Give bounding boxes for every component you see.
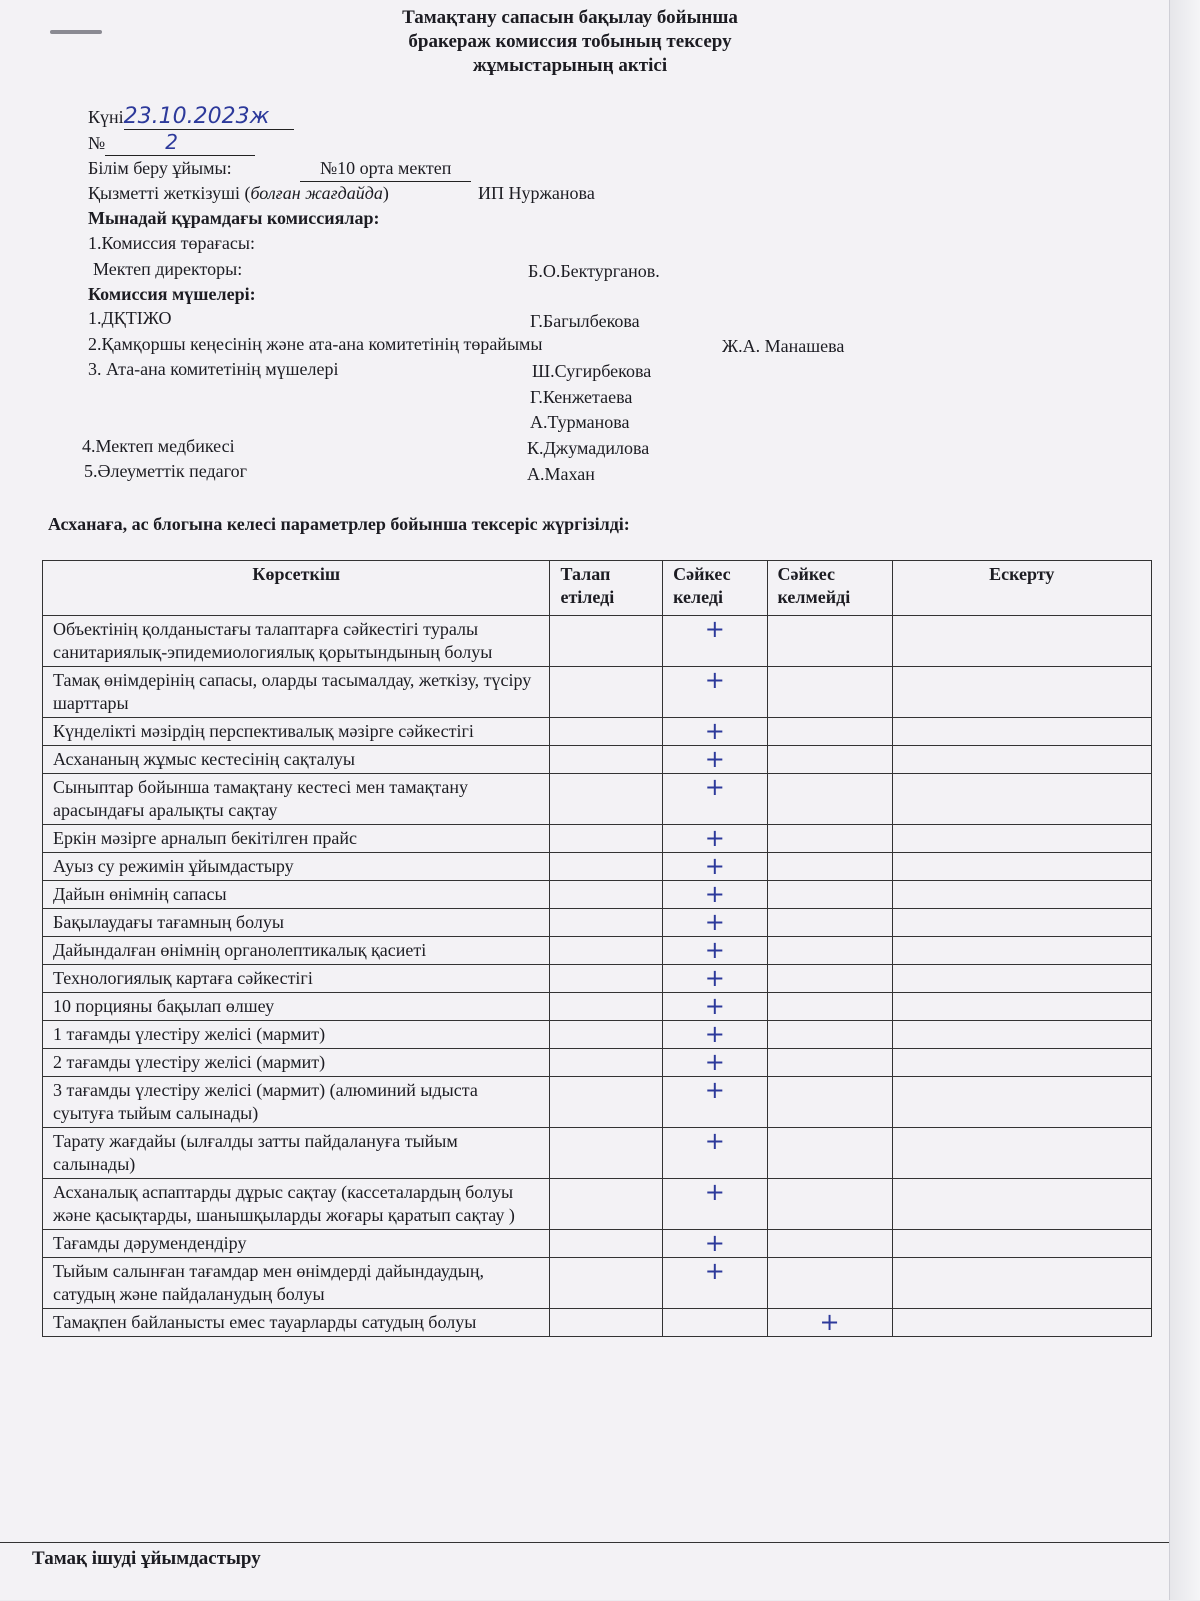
inspection-intro: Асханаға, ас блогына келесі параметрлер бойынша тексеріс жүргізілді: (48, 514, 630, 534)
note-cell (892, 909, 1151, 937)
compliant-cell (663, 1309, 767, 1337)
pen-mark (50, 30, 102, 34)
member-4-label: 4.Мектеп медбикесі (82, 436, 235, 456)
noncompliant-cell (767, 937, 892, 965)
column-header-noncompliant: Сәйкес келмейді (767, 561, 892, 616)
supplier-label: Қызметті жеткізуші (болған жағдайда) (88, 183, 389, 203)
indicator-cell: Күнделікті мәзірдің перспективалық мәзірге сәйкестігі (43, 718, 550, 746)
number-field: № 2 (88, 130, 255, 156)
member-2-label: 2.Қамқоршы кеңесінің және ата-ана комитетінің төрайымы (88, 334, 543, 354)
member-3-name-3: А.Турманова (530, 412, 630, 432)
table-row (43, 909, 1152, 937)
table-row (43, 853, 1152, 881)
noncompliant-cell (767, 1258, 892, 1309)
noncompliant-cell (767, 746, 892, 774)
table-row (43, 746, 1152, 774)
compliant-cell: + (663, 825, 767, 853)
note-cell (892, 937, 1151, 965)
table-row (43, 1179, 1152, 1230)
compliant-cell: + (663, 667, 767, 718)
table-row (43, 993, 1152, 1021)
number-value: 2 (105, 130, 255, 156)
member-3-label: 3. Ата-ана комитетінің мүшелері (88, 359, 339, 379)
noncompliant-cell (767, 881, 892, 909)
column-header-note: Ескерту (892, 561, 1151, 616)
compliant-cell: + (663, 616, 767, 667)
compliant-cell: + (663, 746, 767, 774)
member-5-label: 5.Әлеуметтік педагог (84, 461, 247, 481)
required-cell (550, 1309, 663, 1337)
note-cell (892, 1049, 1151, 1077)
noncompliant-cell (767, 667, 892, 718)
noncompliant-cell (767, 1021, 892, 1049)
note-cell (892, 667, 1151, 718)
column-header-required: Талап етіледі (550, 561, 663, 616)
table-row (43, 937, 1152, 965)
noncompliant-cell (767, 1128, 892, 1179)
noncompliant-cell (767, 909, 892, 937)
noncompliant-cell (767, 1230, 892, 1258)
required-cell (550, 965, 663, 993)
indicator-cell: Еркін мәзірге арналып бекітілген прайс (43, 825, 550, 853)
indicator-cell: Тамақпен байланысты емес тауарларды сатудың болуы (43, 1309, 550, 1337)
indicator-cell: Сыныптар бойынша тамақтану кестесі мен тамақтану арасындағы аралықты сақтау (43, 774, 550, 825)
note-cell (892, 881, 1151, 909)
table-row (43, 1077, 1152, 1128)
member-1-label: 1.ДҚТІЖО (88, 308, 172, 328)
noncompliant-cell (767, 853, 892, 881)
indicator-cell: Дайындалған өнімнің органолептикалық қасиеті (43, 937, 550, 965)
indicator-cell: Дайын өнімнің сапасы (43, 881, 550, 909)
required-cell (550, 853, 663, 881)
compliant-cell: + (663, 909, 767, 937)
note-cell (892, 1309, 1151, 1337)
compliant-cell: + (663, 937, 767, 965)
indicator-cell: Асханалық аспаптарды дұрыс сақтау (кассеталардың болуы және қасықтарды, шанышқыларды жоғары қаратып сақтау ) (43, 1179, 550, 1230)
indicator-cell: Тағамды дәрумендендіру (43, 1230, 550, 1258)
indicator-cell: Технологиялық картаға сәйкестігі (43, 965, 550, 993)
required-cell (550, 1021, 663, 1049)
member-4-name: К.Джумадилова (527, 438, 650, 458)
indicator-cell: Тарату жағдайы (ылғалды затты пайдалануға тыйым салынады) (43, 1128, 550, 1179)
compliant-cell: + (663, 881, 767, 909)
note-cell (892, 993, 1151, 1021)
org-label: Білім беру ұйымы: (88, 158, 232, 178)
required-cell (550, 718, 663, 746)
required-cell (550, 1128, 663, 1179)
inspection-table (42, 560, 1152, 1337)
note-cell (892, 853, 1151, 881)
next-page-edge (1169, 0, 1200, 1600)
table-row (43, 965, 1152, 993)
indicator-cell: Ауыз су режимін ұйымдастыру (43, 853, 550, 881)
note-cell (892, 1258, 1151, 1309)
required-cell (550, 746, 663, 774)
compliant-cell: + (663, 1049, 767, 1077)
table-header-row (43, 561, 1152, 616)
indicator-cell: 3 тағамды үлестіру желісі (мармит) (алюминий ыдыста суытуға тыйым салынады) (43, 1077, 550, 1128)
required-cell (550, 1258, 663, 1309)
table-row (43, 1128, 1152, 1179)
indicator-cell: Объектінің қолданыстағы талаптарға сәйкестігі туралы санитариялық-эпидемиологиялық қорытындының болуы (43, 616, 550, 667)
note-cell (892, 1179, 1151, 1230)
table-row (43, 1309, 1152, 1337)
table-row (43, 774, 1152, 825)
indicator-cell: Тыйым салынған тағамдар мен өнімдерді дайындаудың, сатудың және пайдаланудың болуы (43, 1258, 550, 1309)
table-body (43, 616, 1152, 1337)
noncompliant-cell (767, 993, 892, 1021)
compliant-cell: + (663, 1258, 767, 1309)
section-footer-label: Тамақ ішуді ұйымдастыру (32, 1548, 261, 1569)
required-cell (550, 909, 663, 937)
compliant-cell: + (663, 965, 767, 993)
commission-heading: Мынадай құрамдағы комиссиялар: (88, 208, 380, 228)
table-row (43, 1230, 1152, 1258)
required-cell (550, 1179, 663, 1230)
document-title: Тамақтану сапасын бақылау бойынша бракераж комиссия тобының тексеру жұмыстарының актісі (402, 7, 738, 76)
noncompliant-cell (767, 825, 892, 853)
note-cell (892, 774, 1151, 825)
table-row (43, 1049, 1152, 1077)
indicator-cell: Тамақ өнімдерінің сапасы, оларды тасымалдау, жеткізу, түсіру шарттары (43, 667, 550, 718)
note-cell (892, 718, 1151, 746)
noncompliant-cell (767, 774, 892, 825)
compliant-cell: + (663, 1021, 767, 1049)
date-value: 23.10.2023ж (124, 104, 294, 130)
table-row (43, 881, 1152, 909)
noncompliant-cell (767, 616, 892, 667)
noncompliant-cell (767, 1077, 892, 1128)
indicator-cell: Асхананың жұмыс кестесінің сақталуы (43, 746, 550, 774)
member-3-name-2: Г.Кенжетаева (530, 387, 633, 407)
noncompliant-cell: + (767, 1309, 892, 1337)
table-row (43, 718, 1152, 746)
compliant-cell: + (663, 718, 767, 746)
table-row (43, 825, 1152, 853)
required-cell (550, 993, 663, 1021)
compliant-cell: + (663, 853, 767, 881)
member-2-name: Ж.А. Манашева (722, 336, 845, 356)
note-cell (892, 825, 1151, 853)
table-row (43, 1258, 1152, 1309)
table-row (43, 1021, 1152, 1049)
indicator-cell: Бақылаудағы тағамның болуы (43, 909, 550, 937)
note-cell (892, 1021, 1151, 1049)
director-label: Мектеп директоры: (93, 259, 243, 279)
required-cell (550, 1077, 663, 1128)
required-cell (550, 1230, 663, 1258)
table-row (43, 667, 1152, 718)
org-value: №10 орта мектеп (300, 156, 471, 182)
members-heading: Комиссия мүшелері: (88, 284, 256, 304)
compliant-cell: + (663, 1077, 767, 1128)
compliant-cell: + (663, 1230, 767, 1258)
member-3-name-1: Ш.Сугирбекова (532, 361, 652, 381)
note-cell (892, 1128, 1151, 1179)
required-cell (550, 616, 663, 667)
compliant-cell: + (663, 993, 767, 1021)
chair-label: 1.Комиссия төрағасы: (88, 233, 255, 253)
note-cell (892, 1230, 1151, 1258)
note-cell (892, 965, 1151, 993)
noncompliant-cell (767, 965, 892, 993)
indicator-cell: 1 тағамды үлестіру желісі (мармит) (43, 1021, 550, 1049)
compliant-cell: + (663, 774, 767, 825)
required-cell (550, 774, 663, 825)
note-cell (892, 746, 1151, 774)
member-1-name: Г.Багылбекова (530, 311, 640, 331)
noncompliant-cell (767, 718, 892, 746)
note-cell (892, 616, 1151, 667)
required-cell (550, 937, 663, 965)
required-cell (550, 1049, 663, 1077)
supplier-value: ИП Нуржанова (478, 183, 595, 203)
column-header-compliant: Сәйкес келеді (663, 561, 767, 616)
compliant-cell: + (663, 1179, 767, 1230)
column-header-indicator: Көрсеткіш (43, 561, 550, 616)
compliant-cell: + (663, 1128, 767, 1179)
required-cell (550, 881, 663, 909)
note-cell (892, 1077, 1151, 1128)
noncompliant-cell (767, 1049, 892, 1077)
indicator-cell: 10 порцияны бақылап өлшеу (43, 993, 550, 1021)
noncompliant-cell (767, 1179, 892, 1230)
table-row (43, 616, 1152, 667)
member-5-name: А.Махан (527, 464, 595, 484)
director-name: Б.О.Бектурганов. (528, 261, 660, 281)
required-cell (550, 825, 663, 853)
date-field: Күні23.10.2023ж (88, 104, 294, 130)
required-cell (550, 667, 663, 718)
indicator-cell: 2 тағамды үлестіру желісі (мармит) (43, 1049, 550, 1077)
